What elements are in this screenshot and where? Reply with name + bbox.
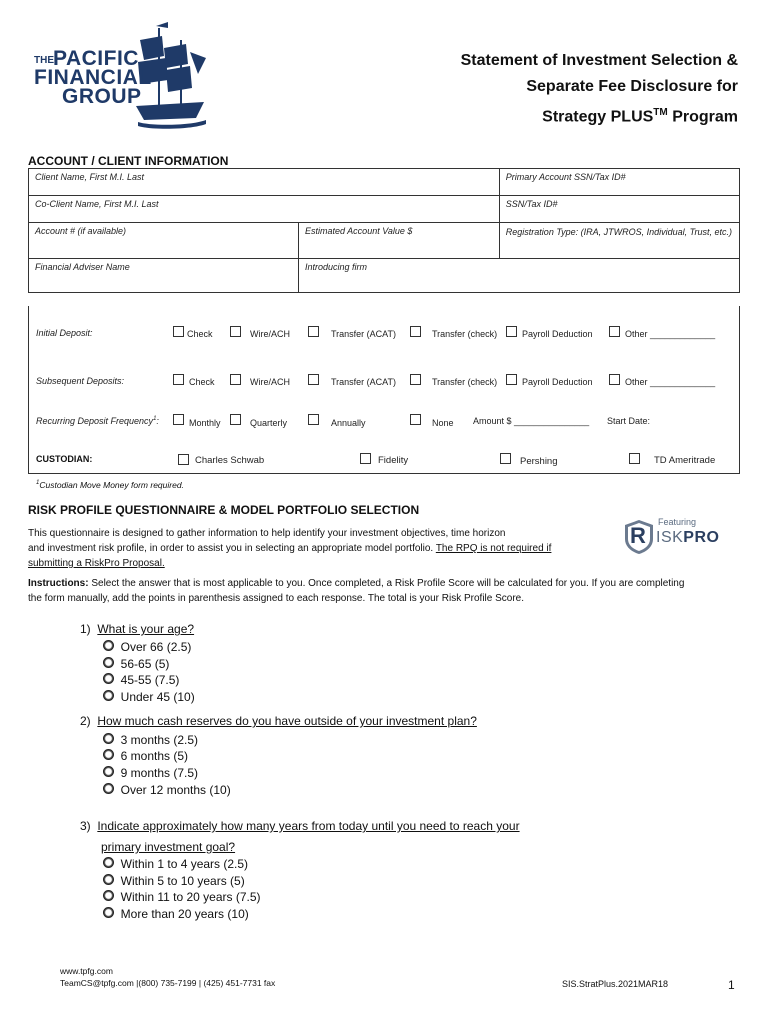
account-number-label: Account # (if available) (35, 226, 127, 236)
riskpro-logo (624, 515, 734, 557)
radio-icon[interactable] (103, 890, 114, 901)
adviser-name-label: Financial Adviser Name (35, 262, 130, 272)
schwab-label: Charles Schwab (195, 455, 265, 466)
subsequent-acat-label: Transfer (ACAT) (331, 377, 397, 387)
footnote-text: Custodian Move Money form required. (39, 480, 184, 490)
q1-answer-1[interactable] (103, 640, 191, 654)
subsequent-check-checkbox[interactable] (173, 374, 184, 385)
question-2 (80, 713, 477, 730)
footer-website[interactable]: www.tpfg.com (60, 966, 113, 976)
primary-ssn-label: Primary Account SSN/Tax ID# (505, 172, 626, 182)
td-ameritrade-label: TD Ameritrade (654, 455, 716, 466)
title-line-3-end: Program (667, 108, 738, 126)
subsequent-other-label: Other _____________ (625, 377, 716, 387)
subsequent-wire-label: Wire/ACH (250, 377, 290, 387)
subsequent-wire-checkbox[interactable] (230, 374, 241, 385)
q3-answer-4[interactable] (103, 907, 249, 921)
q2-answer-3-label: 9 months (7.5) (120, 766, 199, 780)
question-2-number: 2) (80, 714, 91, 728)
page-title (358, 48, 738, 130)
initial-transfer-check-checkbox[interactable] (410, 326, 421, 337)
instructions-text-1: Select the answer that is most applicable to you. Once completed, a Risk Profile Score will be calculated for you. If you are completing (88, 578, 685, 589)
q1-answer-3-label: 45-55 (7.5) (120, 673, 180, 687)
registration-type-label: Registration Type: (IRA, JTWROS, Individual, Trust, etc.) (505, 227, 733, 237)
question-3-text: Indicate approximately how many years from today until you need to reach your (97, 819, 520, 833)
radio-icon[interactable] (103, 857, 114, 868)
form-code: SIS.StratPlus.2021MAR18 (562, 979, 669, 989)
risk-intro (28, 526, 628, 571)
initial-payroll-checkbox[interactable] (506, 326, 517, 337)
quarterly-checkbox[interactable] (230, 414, 241, 425)
start-date-field[interactable]: Start Date: (607, 416, 651, 426)
page-number: 1 (728, 978, 735, 992)
initial-acat-label: Transfer (ACAT) (331, 329, 397, 339)
q1-answer-4-label: Under 45 (10) (120, 690, 195, 704)
adviser-name-field[interactable] (29, 259, 299, 293)
radio-icon[interactable] (103, 749, 114, 760)
initial-check-checkbox[interactable] (173, 326, 184, 337)
monthly-checkbox[interactable] (173, 414, 184, 425)
title-line-3-text: Strategy PLUS (542, 108, 654, 126)
trademark-sup: TM (653, 107, 668, 118)
subsequent-payroll-checkbox[interactable] (506, 374, 517, 385)
q2-answer-2-label: 6 months (5) (120, 749, 189, 763)
q2-answer-4-label: Over 12 months (10) (120, 783, 231, 797)
subsequent-transfer-check-label: Transfer (check) (432, 377, 498, 387)
instructions-line-1 (28, 576, 740, 591)
q1-answer-3[interactable] (103, 673, 179, 687)
question-3-text-2: primary investment goal? (101, 840, 236, 854)
initial-transfer-check-label: Transfer (check) (432, 329, 498, 339)
ssn-field[interactable] (499, 196, 739, 223)
initial-payroll-label: Payroll Deduction (522, 329, 593, 339)
q2-answer-3[interactable] (103, 766, 198, 780)
account-number-field[interactable] (29, 223, 299, 259)
question-1 (80, 621, 194, 638)
introducing-firm-field[interactable] (299, 259, 740, 293)
subsequent-other-checkbox[interactable] (609, 374, 620, 385)
initial-other-checkbox[interactable] (609, 326, 620, 337)
logo-text-pacific: PACIFIC (53, 47, 139, 70)
q3-answer-1-label: Within 1 to 4 years (2.5) (120, 857, 249, 871)
q1-answer-2[interactable] (103, 657, 169, 671)
q2-answer-2[interactable] (103, 749, 188, 763)
estimated-value-field[interactable] (299, 223, 500, 259)
primary-ssn-field[interactable] (499, 169, 739, 196)
recurring-frequency-colon: : (156, 416, 159, 426)
rpq-note-link-2: submitting a RiskPro Proposal. (28, 558, 165, 569)
title-line-2: Separate Fee Disclosure for (526, 78, 738, 95)
subsequent-deposit-label: Subsequent Deposits: (36, 376, 125, 386)
subsequent-check-label: Check (189, 377, 215, 387)
q3-answer-2[interactable] (103, 874, 245, 888)
fidelity-label: Fidelity (378, 455, 409, 466)
instructions-text-2: the form manually, add the points in parenthesis assigned to each response. The total is your Risk Profile Score. (28, 593, 525, 604)
radio-icon[interactable] (103, 907, 114, 918)
subsequent-payroll-label: Payroll Deduction (522, 377, 593, 387)
radio-icon[interactable] (103, 690, 114, 701)
quarterly-label: Quarterly (250, 418, 288, 428)
instructions (28, 576, 740, 606)
riskpro-logo-r: R (630, 523, 646, 548)
radio-icon[interactable] (103, 783, 114, 794)
radio-icon[interactable] (103, 640, 114, 651)
logo-text-the: THE (34, 55, 54, 66)
radio-icon[interactable] (103, 733, 114, 744)
q2-answer-1-label: 3 months (2.5) (120, 733, 199, 747)
recurring-frequency-sup: 1 (153, 416, 157, 422)
q1-answer-1-label: Over 66 (2.5) (120, 640, 192, 654)
account-section-heading: ACCOUNT / CLIENT INFORMATION (28, 154, 229, 168)
instructions-label: Instructions: (28, 578, 89, 589)
initial-deposit-label: Initial Deposit: (36, 328, 93, 338)
rpq-note-link: The RPQ is not required if (435, 543, 552, 554)
risk-intro-line-2a: and investment risk profile, in order to assist you in selecting an appropriate model portfolio. (28, 543, 436, 554)
radio-icon[interactable] (103, 657, 114, 668)
title-line-3 (358, 100, 738, 130)
account-info-table (28, 168, 740, 293)
none-checkbox[interactable] (410, 414, 421, 425)
registration-type-field[interactable] (499, 223, 739, 259)
schwab-checkbox[interactable] (178, 454, 189, 465)
radio-icon[interactable] (103, 766, 114, 777)
amount-field[interactable]: Amount $ _______________ (473, 416, 590, 426)
q3-answer-3-label: Within 11 to 20 years (7.5) (120, 890, 261, 904)
initial-acat-checkbox[interactable] (308, 326, 319, 337)
initial-other-label: Other _____________ (625, 329, 716, 339)
ssn-label: SSN/Tax ID# (505, 199, 558, 209)
q3-answer-2-label: Within 5 to 10 years (5) (120, 874, 245, 888)
annually-label: Annually (331, 418, 366, 428)
estimated-value-label: Estimated Account Value $ (305, 226, 413, 236)
subsequent-acat-checkbox[interactable] (308, 374, 319, 385)
initial-wire-checkbox[interactable] (230, 326, 241, 337)
td-ameritrade-checkbox[interactable] (629, 453, 640, 464)
title-line-1: Statement of Investment Selection & (460, 52, 738, 69)
q3-answer-4-label: More than 20 years (10) (120, 907, 249, 921)
q2-answer-1[interactable] (103, 733, 198, 747)
riskpro-logo-pro: PRO (683, 529, 720, 546)
custodian-label: CUSTODIAN: (36, 454, 93, 464)
subsequent-transfer-check-checkbox[interactable] (410, 374, 421, 385)
risk-section-heading: RISK PROFILE QUESTIONNAIRE & MODEL PORTFOLIO SELECTION (28, 503, 420, 517)
coclient-name-field[interactable] (29, 196, 500, 223)
radio-icon[interactable] (103, 673, 114, 684)
footer-contact (60, 965, 275, 989)
risk-intro-line-2 (28, 541, 628, 556)
introducing-firm-label: Introducing firm (305, 262, 368, 272)
q1-answer-4[interactable] (103, 690, 195, 704)
coclient-name-label: Co-Client Name, First M.I. Last (35, 199, 159, 209)
initial-check-label: Check (187, 329, 213, 339)
question-1-text: What is your age? (97, 622, 195, 636)
pershing-label: Pershing (520, 456, 558, 467)
fidelity-checkbox[interactable] (360, 453, 371, 464)
question-3 (80, 818, 520, 856)
footer-contact-line: TeamCS@tpfg.com |(800) 735-7199 | (425) 451-7731 fax (60, 978, 276, 988)
footnote-sup: 1 (36, 480, 40, 487)
client-name-label: Client Name, First M.I. Last (35, 172, 145, 182)
monthly-label: Monthly (189, 418, 221, 428)
risk-intro-line-1: This questionnaire is designed to gather information to help identify your investment objectives, time horizon (28, 528, 506, 539)
none-label: None (432, 418, 454, 428)
question-3-number: 3) (80, 819, 91, 833)
q3-answer-1[interactable] (103, 857, 248, 871)
annually-checkbox[interactable] (308, 414, 319, 425)
riskpro-logo-isk: ISK (656, 529, 684, 546)
q1-answer-2-label: 56-65 (5) (120, 657, 170, 671)
custodian-footnote (36, 480, 184, 490)
question-1-number: 1) (80, 622, 91, 636)
riskpro-featuring: Featuring (658, 517, 697, 527)
question-2-text: How much cash reserves do you have outside of your investment plan? (97, 714, 477, 728)
logo-text-financial: FINANCIAL (34, 66, 152, 89)
radio-icon[interactable] (103, 874, 114, 885)
client-name-field[interactable] (29, 169, 500, 196)
initial-wire-label: Wire/ACH (250, 329, 290, 339)
recurring-frequency-label (36, 416, 159, 426)
q3-answer-3[interactable] (103, 890, 261, 904)
q2-answer-4[interactable] (103, 783, 231, 797)
recurring-frequency-text: Recurring Deposit Frequency (36, 416, 154, 426)
pershing-checkbox[interactable] (500, 453, 511, 464)
logo-text-group: GROUP (62, 85, 142, 108)
